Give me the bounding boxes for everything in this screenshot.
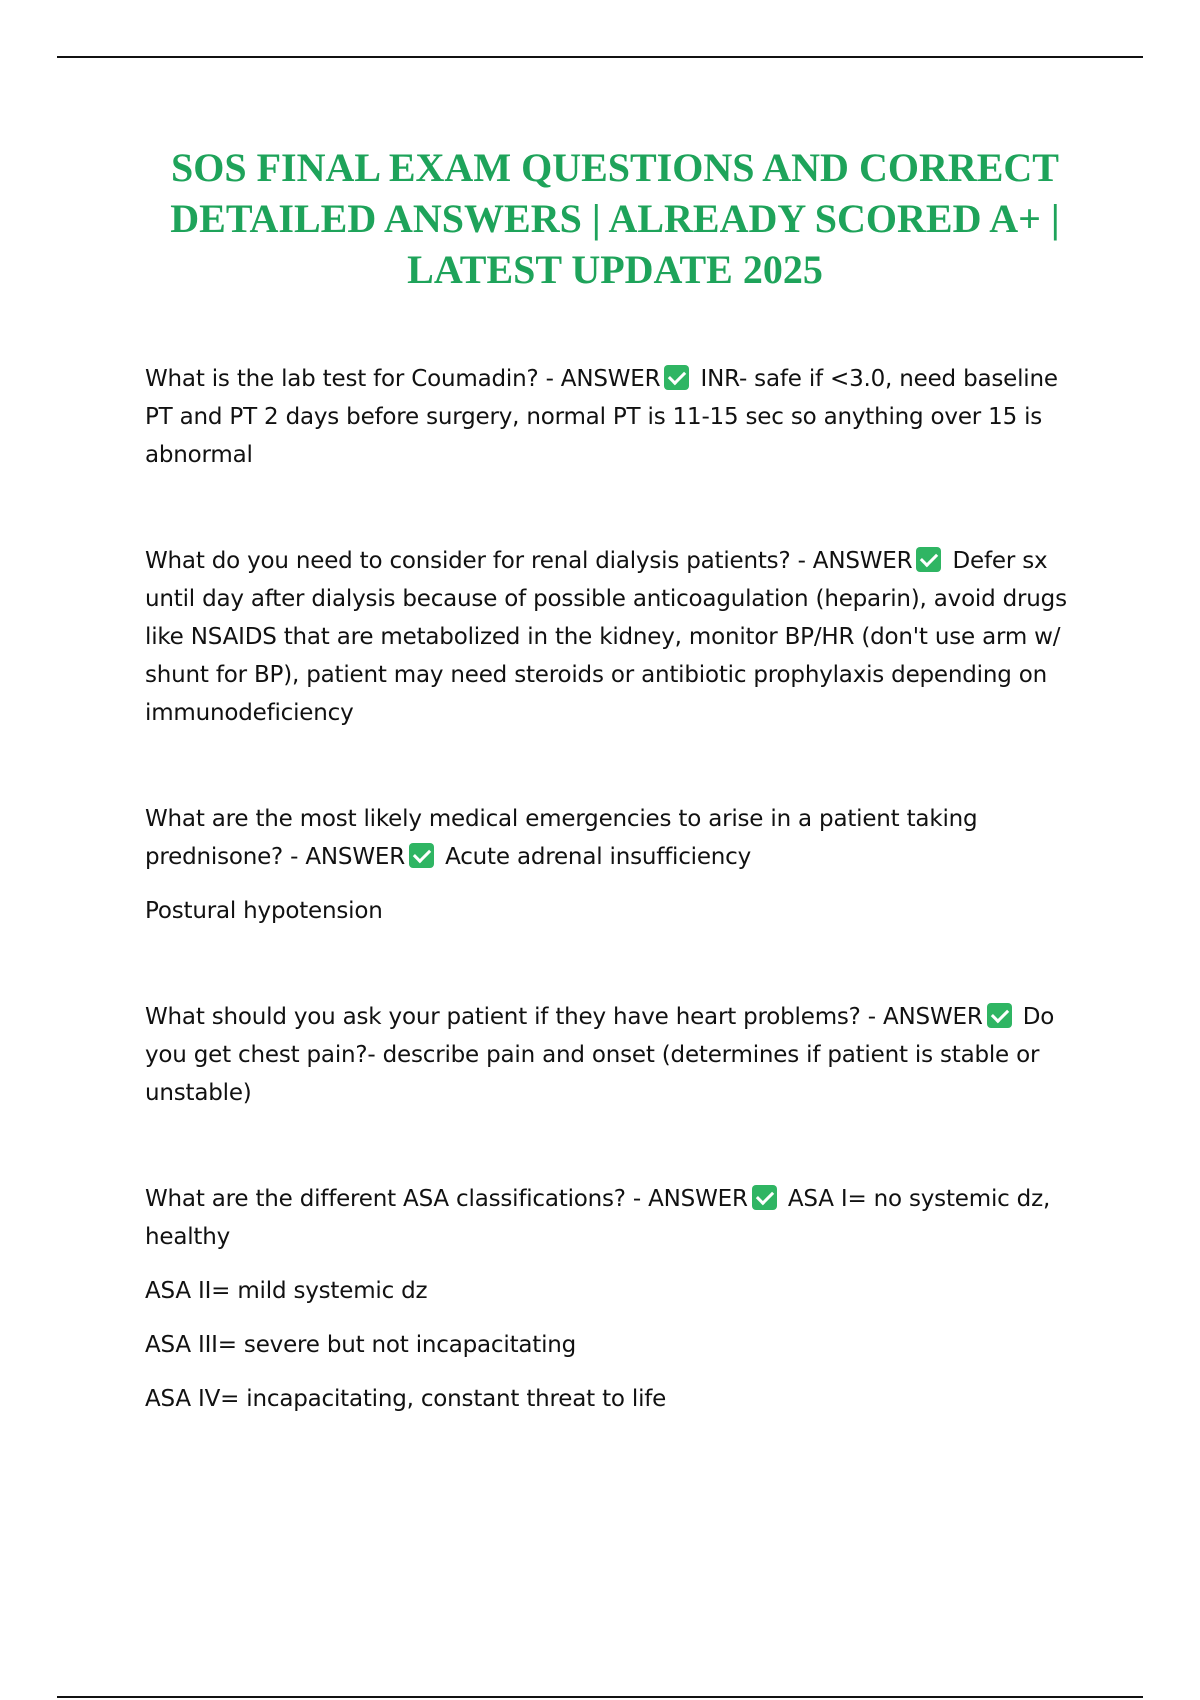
question-text: What is the lab test for Coumadin? - ANSWER [145,366,661,392]
question-text: What are the different ASA classifications? - ANSWER [145,1186,748,1212]
answer-text: ASA I= no systemic dz, healthy [145,1186,1051,1250]
qa-paragraph [145,360,1080,474]
qa-paragraph [145,542,1080,732]
check-box-icon [752,1185,777,1210]
qa-item [145,360,1080,474]
answer-text: Acute adrenal insufficiency [445,844,752,870]
answer-extra-line: ASA II= mild systemic dz [145,1278,428,1304]
answer-text: INR- safe if <3.0, need baseline PT and PT 2 days before surgery, normal PT is 11-15 sec so anything over 15 is abnormal [145,366,1058,468]
check-box-icon [409,843,434,868]
qa-paragraph [145,1180,1080,1256]
answer-extra-line: Postural hypotension [145,898,383,924]
question-text: What are the most likely medical emergencies to arise in a patient taking prednisone? - ANSWER [145,806,978,870]
qa-paragraph [145,800,1080,876]
qa-item [145,800,1080,930]
title-line: DETAILED ANSWERS | ALREADY SCORED A+ | [170,196,1060,241]
document-title [150,142,1080,295]
check-box-icon [916,547,941,572]
qa-item [145,1180,1080,1418]
question-text: What should you ask your patient if they have heart problems? - ANSWER [145,1004,983,1030]
answer-text: Defer sx until day after dialysis because of possible anticoagulation (heparin), avoid drugs like NSAIDS that are metabolized in the kidney, monitor BP/HR (don't use arm w/ shunt for BP), patient may need steroids or antibiotic prophylaxis depending on immunodeficiency [145,548,1067,726]
check-box-icon [664,365,689,390]
title-line: LATEST UPDATE 2025 [407,247,823,292]
qa-list [145,360,1080,1418]
qa-item [145,998,1080,1112]
check-box-icon [987,1003,1012,1028]
bottom-rule [57,1696,1143,1698]
title-line: SOS FINAL EXAM QUESTIONS AND CORRECT [171,145,1059,190]
answer-text: Do you get chest pain?- describe pain and onset (determines if patient is stable or unstable) [145,1004,1055,1106]
answer-extra-line: ASA IV= incapacitating, constant threat to life [145,1386,667,1412]
top-rule [57,56,1143,58]
qa-item [145,542,1080,732]
answer-extra-line: ASA III= severe but not incapacitating [145,1332,577,1358]
question-text: What do you need to consider for renal dialysis patients? - ANSWER [145,548,913,574]
qa-paragraph [145,998,1080,1112]
